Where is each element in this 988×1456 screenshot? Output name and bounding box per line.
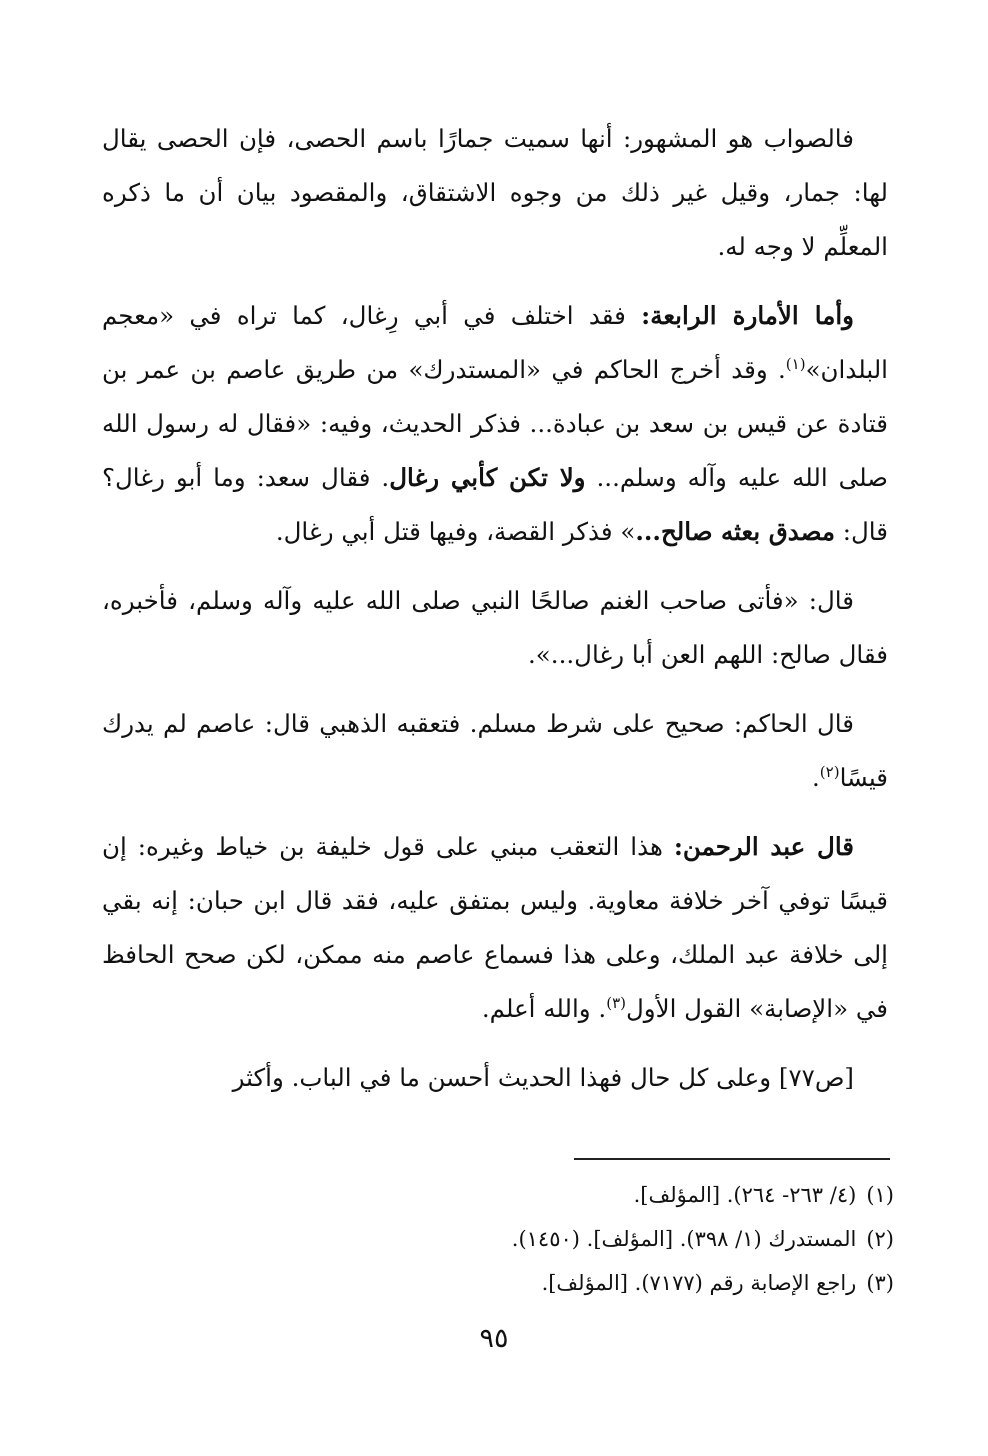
page-number: ٩٥ bbox=[479, 1323, 509, 1354]
paragraph-5-text-2: . والله أعلم. bbox=[481, 994, 607, 1023]
footnote-separator-line bbox=[574, 1158, 890, 1160]
paragraph-2-text-1: فقد اختلف في أبي رِغال، كما تراه في «معجم البلدان» bbox=[102, 301, 888, 384]
bold-lead-abdurrahman: قال عبد الرحمن: bbox=[673, 832, 854, 861]
footnote-number: (٢) bbox=[866, 1227, 894, 1251]
footnote-text: المستدرك (١/ ٣٩٨). [المؤلف]. (١٤٥٠). bbox=[511, 1227, 857, 1251]
footnotes bbox=[360, 1173, 894, 1305]
footnote-text: (٤/ ٢٦٣- ٢٦٤). [المؤلف]. bbox=[633, 1183, 857, 1207]
paragraph-5 bbox=[102, 820, 888, 1036]
footnote-number: (٣) bbox=[866, 1271, 894, 1295]
main-text bbox=[102, 112, 888, 1105]
footnote-ref-1[interactable]: (١) bbox=[785, 354, 806, 373]
paragraph-3: قال: «فأتى صاحب الغنم صالحًا النبي صلى الله عليه وآله وسلم، فأخبره، فقال صالح: اللهم العن أبا رغال...». bbox=[102, 586, 888, 669]
footnote-2 bbox=[360, 1217, 894, 1261]
paragraph-4 bbox=[102, 697, 888, 805]
bold-hadith-phrase-2: مصدق بعثه صالح... bbox=[635, 517, 835, 546]
paragraph-4-text-1: قال الحاكم: صحيح على شرط مسلم. فتعقبه الذهبي قال: عاصم لم يدرك قيسًا bbox=[102, 709, 888, 792]
paragraph-2 bbox=[102, 289, 888, 559]
footnote-number: (١) bbox=[866, 1183, 894, 1207]
paragraph-2-text-4: » فذكر القصة، وفيها قتل أبي رغال. bbox=[275, 517, 636, 546]
paragraph-4-text-2: . bbox=[811, 763, 820, 792]
bold-hadith-phrase-1: ولا تكن كأبي رغال bbox=[389, 463, 586, 492]
footnote-1 bbox=[360, 1173, 894, 1217]
paragraph-1: فالصواب هو المشهور: أنها سميت جمارًا باسم الحصى، فإن الحصى يقال لها: جمار، وقيل غير ذلك من وجوه الاشتقاق، والمقصود بيان أن ما ذكره المعلِّم لا وجه له. bbox=[102, 124, 888, 261]
paragraph-2-text-3: . فقال سعد: وما أبو رغال؟ قال: bbox=[102, 463, 888, 546]
bold-lead-fourth-sign: وأما الأمارة الرابعة: bbox=[641, 301, 854, 330]
footnote-ref-2[interactable]: (٢) bbox=[819, 762, 840, 781]
paragraph-6: [ص٧٧] وعلى كل حال فهذا الحديث أحسن ما في الباب. وأكثر bbox=[232, 1063, 854, 1092]
paragraph-2-text-2: . وقد أخرج الحاكم في «المستدرك» من طريق عاصم بن عمر بن قتادة عن قيس بن سعد بن عبادة... فذكر الحديث، وفيه: «فقال له رسول الله صلى الله عليه وآله وسلم... bbox=[102, 355, 888, 492]
footnote-3 bbox=[360, 1261, 894, 1305]
footnote-text: راجع الإصابة رقم (٧١٧٧). [المؤلف]. bbox=[541, 1271, 857, 1295]
footnote-ref-3[interactable]: (٣) bbox=[606, 993, 626, 1012]
paragraph-5-text-1: هذا التعقب مبني على قول خليفة بن خياط وغيره: إن قيسًا توفي آخر خلافة معاوية. وليس بمتفق عليه، فقد قال ابن حبان: إنه بقي إلى خلافة عبد الملك، وعلى هذا فسماع عاصم منه ممكن، لكن صحح الحافظ في «الإصابة» القول الأول bbox=[102, 832, 888, 1023]
